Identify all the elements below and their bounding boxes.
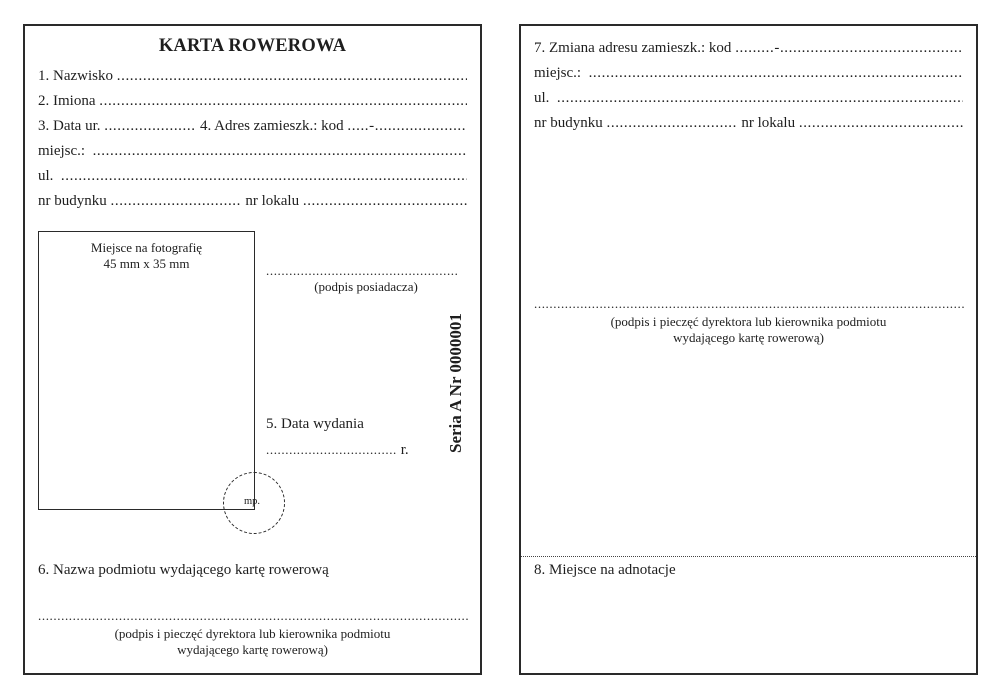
surname-field[interactable] [38, 66, 467, 86]
birth-date-and-address-field[interactable] [38, 116, 467, 136]
postal-code-prefix-dots: .....- [347, 118, 375, 134]
address-change-caption-line-1: (podpis i pieczęć dyrektora lub kierownika podmiotu [610, 314, 887, 329]
new-building-label: nr budynku [534, 115, 607, 131]
first-names-field[interactable] [38, 91, 467, 111]
annotations-area[interactable] [534, 586, 963, 663]
city-field[interactable] [38, 141, 467, 161]
birth-date-label: 3. Data ur. [38, 118, 105, 134]
address-label: 4. Adres zamieszk.: kod [199, 118, 348, 134]
apartment-label: nr lokalu [245, 193, 303, 209]
bike-card-front [23, 24, 482, 675]
issuer-caption-line-2: wydającego kartę rowerową) [177, 642, 328, 657]
new-street-label: ul. [534, 90, 557, 106]
building-apartment-field[interactable] [38, 191, 467, 211]
street-dots [61, 166, 467, 186]
address-change-signature-line[interactable] [534, 296, 965, 312]
annotations-divider [521, 556, 976, 557]
annotations-label: 8. Miejsce na adnotacje [534, 562, 676, 578]
new-street-dots [557, 88, 963, 108]
building-label: nr budynku [38, 193, 111, 209]
new-city-field[interactable] [534, 63, 963, 83]
issuer-signature-caption [38, 626, 467, 658]
street-field[interactable] [38, 166, 467, 186]
new-apartment-dots [799, 113, 963, 133]
address-change-signature-caption [534, 314, 963, 346]
serial-number: Seria A Nr 0000001 [446, 313, 465, 453]
issuer-signature-line[interactable] [38, 608, 469, 624]
photo-size-label: 45 mm x 35 mm [103, 256, 190, 271]
issue-date-suffix: r. [400, 442, 409, 458]
new-postal-code-prefix-dots: .........- [735, 40, 780, 56]
new-city-dots [589, 63, 963, 83]
issue-date-label: 5. Data wydania [266, 416, 364, 432]
new-apartment-label: nr lokalu [741, 115, 799, 131]
bike-card-back [519, 24, 978, 675]
apartment-dots [303, 191, 467, 211]
address-change-field[interactable] [534, 38, 963, 58]
issuer-caption-line-1: (podpis i pieczęć dyrektora lub kierownika podmiotu [114, 626, 391, 641]
card-title: KARTA ROWEROWA [158, 36, 347, 56]
city-dots [93, 141, 467, 161]
building-dots: .............................. [110, 193, 246, 209]
issue-date-field[interactable] [266, 442, 409, 459]
city-label: miejsc.: [38, 143, 93, 159]
address-change-label: 7. Zmiana adresu zamieszk.: kod [534, 40, 736, 56]
photo-placeholder[interactable] [38, 231, 255, 510]
new-building-apartment-field[interactable] [534, 113, 963, 133]
issuer-name-label: 6. Nazwa podmiotu wydającego kartę rowerową [38, 562, 329, 578]
holder-signature-line[interactable] [266, 263, 459, 279]
first-names-label: 2. Imiona [38, 93, 100, 109]
holder-signature-caption: (podpis posiadacza) [314, 279, 418, 294]
photo-label: Miejsce na fotografię [90, 240, 203, 255]
surname-label: 1. Nazwisko [38, 68, 117, 84]
postal-code-dots [375, 116, 467, 136]
issue-date-dots: .................................. [266, 442, 401, 457]
new-postal-code-dots [780, 38, 963, 58]
surname-dots [117, 66, 467, 86]
birth-date-dots: ..................... [104, 118, 200, 134]
first-names-dots [99, 91, 467, 111]
address-change-caption-line-2: wydającego kartę rowerową) [673, 330, 824, 345]
stamp-label: mp. [244, 496, 261, 507]
new-city-label: miejsc.: [534, 65, 589, 81]
new-street-field[interactable] [534, 88, 963, 108]
street-label: ul. [38, 168, 61, 184]
new-building-dots: .............................. [606, 115, 742, 131]
